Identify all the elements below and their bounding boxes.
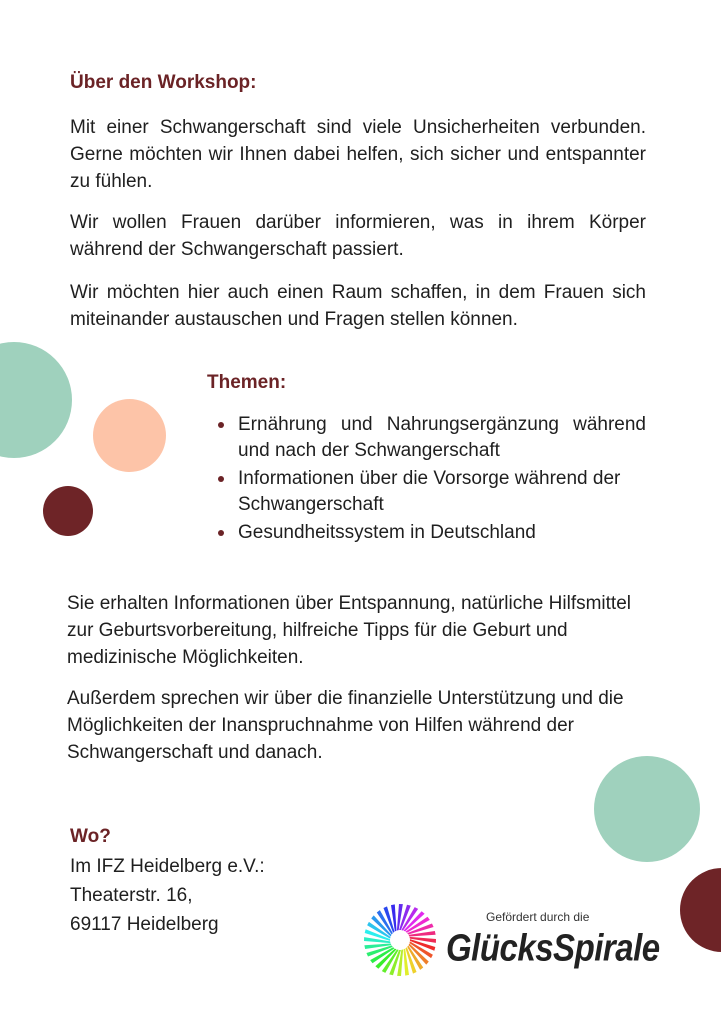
bullet-icon	[218, 530, 224, 536]
topic-item	[218, 412, 646, 464]
topics-list	[218, 412, 646, 548]
info-paragraph-2: Außerdem sprechen wir über die finanzielle Unterstützung und die Möglichkeiten der Inanspruchnahme von Hilfen während der Schwangerschaft und danach.	[67, 688, 624, 763]
deco-circle-maroon-right	[680, 868, 721, 952]
topic-item	[218, 466, 646, 518]
location-address	[70, 852, 265, 939]
address-line: Theaterstr. 16,	[70, 885, 193, 906]
sponsor-name: GlücksSpirale	[446, 926, 660, 969]
sponsor-caption: Gefördert durch die	[486, 910, 590, 924]
gluecksspirale-logo-icon	[360, 900, 440, 980]
topic-item-text: Ernährung und Nahrungsergänzung während und nach der Schwangerschaft	[238, 414, 646, 461]
topic-item-text: Informationen über die Vorsorge während der Schwangerschaft	[238, 468, 621, 515]
info-paragraph-1: Sie erhalten Informationen über Entspannung, natürliche Hilfsmittel zur Geburtsvorbereitung, hilfreiche Tipps für die Geburt und medizinische Möglichkeiten.	[67, 593, 631, 668]
topic-item	[218, 520, 646, 546]
address-line: Im IFZ Heidelberg e.V.:	[70, 856, 265, 877]
deco-circle-peach	[93, 399, 166, 472]
about-paragraph-3: Wir möchten hier auch einen Raum schaffen, in dem Frauen sich miteinander austauschen und Fragen stellen können.	[70, 282, 646, 330]
about-heading: Über den Workshop:	[70, 72, 257, 93]
topic-item-text: Gesundheitssystem in Deutschland	[238, 522, 536, 543]
about-paragraph-2: Wir wollen Frauen darüber informieren, was in ihrem Körper während der Schwangerschaft passiert.	[70, 212, 646, 260]
address-line: 69117 Heidelberg	[70, 914, 219, 935]
deco-circle-mint-right	[594, 756, 700, 862]
deco-circle-mint-left	[0, 342, 72, 458]
bullet-icon	[218, 422, 224, 428]
deco-circle-maroon-left	[43, 486, 93, 536]
sponsor-logo	[360, 900, 660, 980]
bullet-icon	[218, 476, 224, 482]
about-paragraph-1: Mit einer Schwangerschaft sind viele Unsicherheiten verbunden. Gerne möchten wir Ihnen dabei helfen, sich sicher und entspannter zu fühlen.	[70, 117, 646, 192]
location-heading: Wo?	[70, 826, 111, 847]
topics-heading: Themen:	[207, 372, 287, 393]
